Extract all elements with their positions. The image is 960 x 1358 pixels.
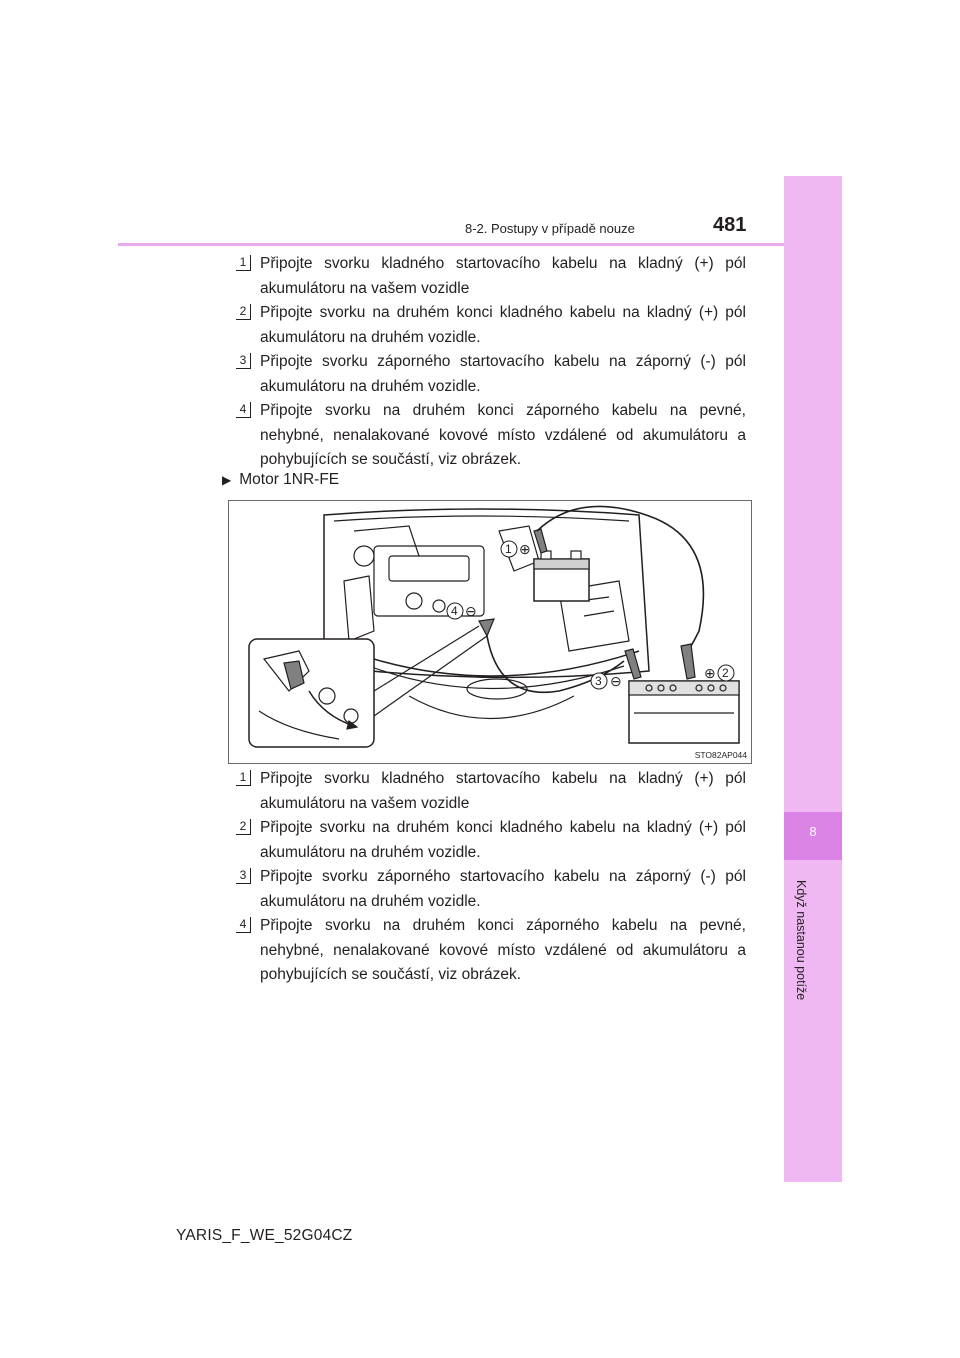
callout-2: 2 <box>722 666 729 680</box>
callout-1: 1 <box>505 542 512 556</box>
engine-heading-text: Motor 1NR-FE <box>239 471 340 488</box>
document-code: YARIS_F_WE_52G04CZ <box>176 1227 353 1244</box>
step-bottom-1 <box>236 767 746 816</box>
figure-code: STO82AP044 <box>694 750 747 760</box>
step-top-2 <box>236 301 746 350</box>
svg-text:⊖: ⊖ <box>465 603 477 619</box>
step-bottom-4 <box>236 914 746 988</box>
engine-heading <box>222 471 339 489</box>
step-text: Připojte svorku na druhém konci záporného kabelu na pevné, nehybné, nenalakované kovové místo vzdálené od akumulátoru a pohybujících se součástí, viz obrázek. <box>260 402 746 468</box>
step-top-1 <box>236 252 746 301</box>
chapter-title: Když nastanou potíže <box>794 880 808 1001</box>
step-text: Připojte svorku na druhém konci kladného kabelu na kladný (+) pól akumulátoru na druhém vozidle. <box>260 819 746 861</box>
chapter-number: 8 <box>809 824 817 839</box>
step-top-3 <box>236 350 746 399</box>
step-bottom-3 <box>236 865 746 914</box>
step-number-badge: 2 <box>236 819 251 835</box>
step-number-badge: 1 <box>236 770 251 786</box>
header-rule <box>118 243 784 246</box>
engine-bay-drawing <box>229 501 751 763</box>
callout-3: 3 <box>595 674 602 688</box>
step-text: Připojte svorku na druhém konci kladného kabelu na kladný (+) pól akumulátoru na druhém vozidle. <box>260 304 746 346</box>
page-number: 481 <box>713 214 747 236</box>
triangle-bullet-icon: ▶ <box>222 473 232 487</box>
step-number-badge: 3 <box>236 353 251 369</box>
callout-4: 4 <box>451 604 458 618</box>
step-number-badge: 4 <box>236 402 251 418</box>
step-text: Připojte svorku kladného startovacího kabelu na kladný (+) pól akumulátoru na vašem vozidle <box>260 255 746 297</box>
step-number-badge: 3 <box>236 868 251 884</box>
step-top-4 <box>236 399 746 473</box>
section-title: 8-2. Postupy v případě nouze <box>465 221 635 236</box>
svg-text:⊕: ⊕ <box>704 665 716 681</box>
step-bottom-2 <box>236 816 746 865</box>
step-number-badge: 2 <box>236 304 251 320</box>
step-text: Připojte svorku záporného startovacího kabelu na záporný (-) pól akumulátoru na druhém vozidle. <box>260 868 746 910</box>
step-text: Připojte svorku záporného startovacího kabelu na záporný (-) pól akumulátoru na druhém vozidle. <box>260 353 746 395</box>
step-text: Připojte svorku kladného startovacího kabelu na kladný (+) pól akumulátoru na vašem vozidle <box>260 770 746 812</box>
jump-start-illustration <box>228 500 752 764</box>
step-number-badge: 4 <box>236 917 251 933</box>
svg-text:⊖: ⊖ <box>610 673 622 689</box>
svg-text:⊕: ⊕ <box>519 541 531 557</box>
step-text: Připojte svorku na druhém konci záporného kabelu na pevné, nehybné, nenalakované kovové místo vzdálené od akumulátoru a pohybujících se součástí, viz obrázek. <box>260 917 746 983</box>
step-number-badge: 1 <box>236 255 251 271</box>
